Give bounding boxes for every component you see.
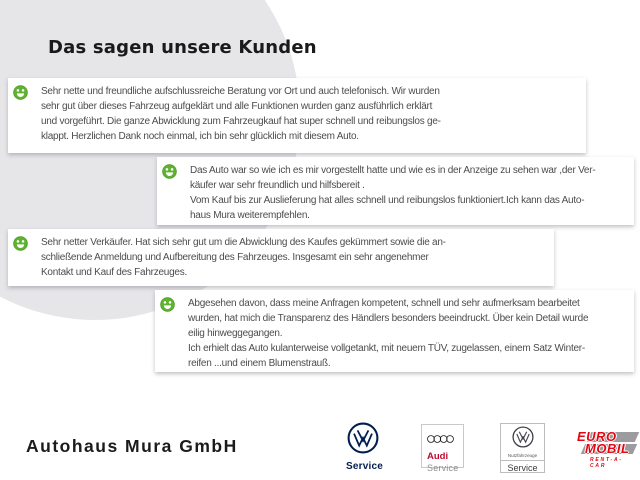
euromobil-logo xyxy=(577,429,639,469)
vw-nutzfahrzeuge-service-logo xyxy=(500,423,545,473)
testimonial-text xyxy=(41,235,446,280)
testimonial-line: schließende Anmeldung und Aufbereitung des Fahrzeuges. Insgesamt ein sehr angenehmer xyxy=(41,252,429,263)
vw-service-logo xyxy=(346,422,383,472)
testimonial-line: Sehr netter Verkäufer. Hat sich sehr gut um die Abwicklung des Kaufes gekümmert sowie die an- xyxy=(41,237,446,248)
testimonial-card-4 xyxy=(155,290,634,372)
testimonial-line: klappt. Herzlichen Dank noch einmal, ich bin sehr glücklich mit diesem Auto. xyxy=(41,131,359,142)
smiley-icon xyxy=(13,85,28,100)
testimonial-line: Kontakt und Kauf des Fahrzeuges. xyxy=(41,267,187,278)
euromobil-word-bottom: MOBIL xyxy=(585,441,630,456)
nutzfahrzeuge-label: Nutzfahrzeuge xyxy=(507,453,538,458)
audi-service-label: Service xyxy=(427,463,459,473)
euromobil-word-top: EURO xyxy=(577,429,617,444)
audi-brand-label: Audi xyxy=(427,451,449,462)
company-name: Autohaus Mura GmbH xyxy=(26,436,238,456)
audi-service-logo xyxy=(421,424,464,473)
vw-icon xyxy=(512,435,534,452)
testimonial-card-1 xyxy=(8,78,586,153)
testimonial-line: Vom Kauf bis zur Auslieferung hat alles schnell und reibungslos funktioniert.Ich kann das Auto- xyxy=(190,195,585,206)
testimonial-line: Das Auto war so wie ich es mir vorgestellt hatte und wie es in der Anzeige zu sehen war ,der Ver- xyxy=(190,165,596,176)
testimonial-line: haus Mura weiterempfehlen. xyxy=(190,210,310,221)
page-title: Das sagen unsere Kunden xyxy=(48,37,317,58)
testimonial-card-2 xyxy=(157,157,634,225)
vw-icon xyxy=(347,441,379,458)
testimonial-line: Ich erhielt das Auto kulanterweise vollgetankt, mit neuem TÜV, zugelassen, einem Satz Winter- xyxy=(188,343,585,354)
nutzfahrzeuge-service-label: Service xyxy=(501,460,544,473)
testimonial-line: Abgesehen davon, dass meine Anfragen kompetent, schnell und sehr aufmerksam bearbeitet xyxy=(188,298,580,309)
vw-service-label: Service xyxy=(346,461,383,472)
audi-rings-icon xyxy=(427,430,454,447)
testimonial-line: und vorgeführt. Die ganze Abwicklung zum Fahrzeugkauf hat super schnell und reibungslos ge- xyxy=(41,116,441,127)
testimonial-line: wurden, hat mich die Transparenz des Händlers besonders beeindruckt. Über kein Detail wurde xyxy=(188,313,589,324)
testimonial-line: reifen ...und einem Blumenstrauß. xyxy=(188,358,331,369)
testimonial-line: Sehr nette und freundliche aufschlussreiche Beratung vor Ort und auch telefonisch. Wir wurden xyxy=(41,86,440,97)
testimonial-line: eilig hinweggegangen. xyxy=(188,328,283,339)
smiley-icon xyxy=(160,297,175,312)
euromobil-tagline: RENT-A-CAR xyxy=(590,457,623,469)
testimonial-text xyxy=(41,84,441,144)
testimonial-text xyxy=(190,163,595,223)
testimonial-line: sehr gut über dieses Fahrzeug aufgeklärt und alle Funktionen wurden ganz ausführlich erklärt xyxy=(41,101,433,112)
testimonial-text xyxy=(188,296,588,371)
smiley-icon xyxy=(13,236,28,251)
smiley-icon xyxy=(162,164,177,179)
testimonial-line: käufer war sehr freundlich und hilfsbereit . xyxy=(190,180,365,191)
testimonial-card-3 xyxy=(8,229,554,286)
